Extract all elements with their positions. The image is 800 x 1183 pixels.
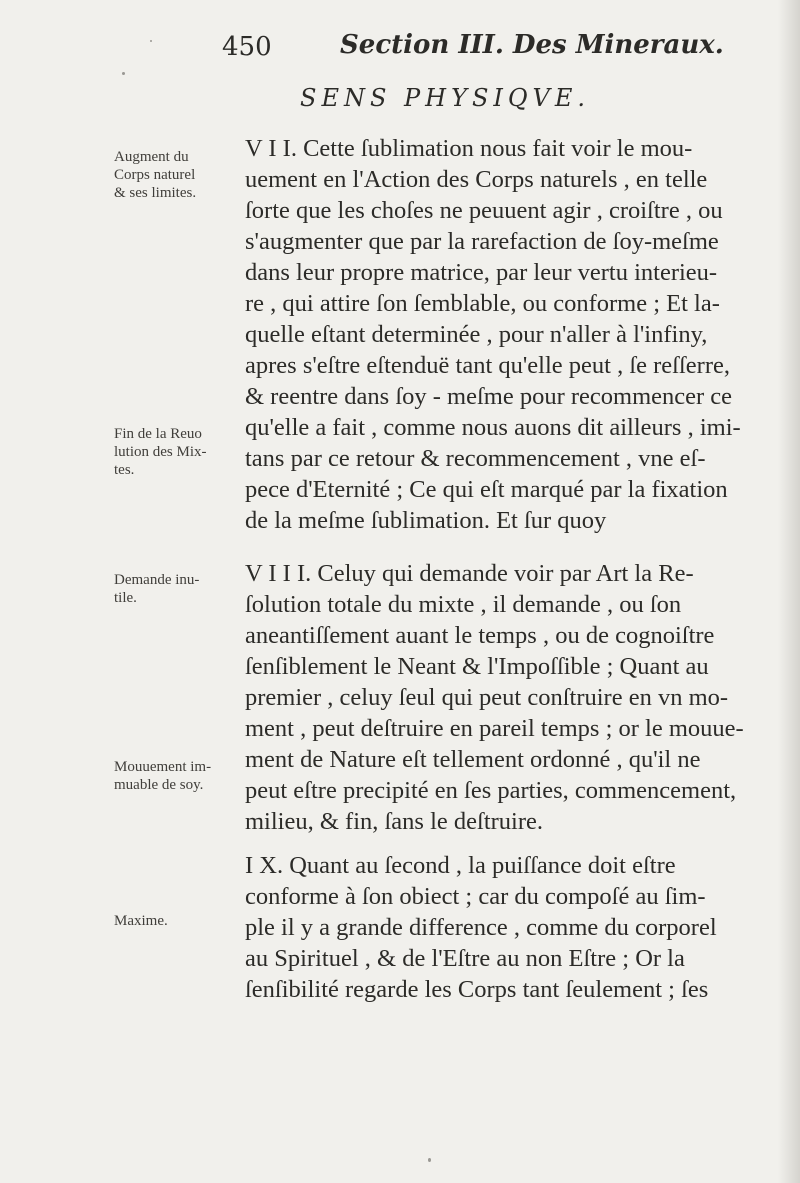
section-title: SENS PHYSIQVE. bbox=[300, 84, 591, 112]
text-line: ſenſibilité regarde les Corps tant ſeulement ; ſes bbox=[245, 976, 709, 1003]
text-line: uement en l'Action des Corps naturels , en telle bbox=[245, 166, 708, 193]
margin-note-line: & ses limites. bbox=[114, 185, 197, 201]
text-line: peut eſtre precipité en ſes parties, commencement, bbox=[245, 777, 737, 804]
margin-note bbox=[114, 571, 234, 607]
text-line: & reentre dans ſoy - meſme pour recommencer ce bbox=[245, 383, 733, 410]
running-head: Section III. Des Mineraux. bbox=[340, 30, 724, 60]
margin-note bbox=[114, 912, 234, 930]
margin-note-line: lution des Mix- bbox=[114, 444, 207, 460]
margin-note-line: tile. bbox=[114, 590, 137, 606]
margin-note-line: tes. bbox=[114, 462, 135, 478]
text-line: qu'elle a fait , comme nous auons dit ailleurs , imi- bbox=[245, 414, 741, 441]
text-line: dans leur propre matrice, par leur vertu interieu- bbox=[245, 259, 718, 286]
margin-note-line: Maxime. bbox=[114, 913, 168, 929]
margin-note bbox=[114, 758, 234, 794]
margin-note bbox=[114, 148, 234, 202]
margin-note bbox=[114, 425, 234, 479]
text-line: pece d'Eternité ; Ce qui eſt marqué par la fixation bbox=[245, 476, 728, 503]
margin-note-line: Augment du bbox=[114, 149, 189, 165]
text-line: ſolution totale du mixte , il demande , ou ſon bbox=[245, 591, 682, 618]
text-line: quelle eſtant determinée , pour n'aller à l'infiny, bbox=[245, 321, 708, 348]
margin-note-line: muable de soy. bbox=[114, 777, 204, 793]
page-header bbox=[0, 28, 800, 68]
text-line: ple il y a grande difference , comme du corporel bbox=[245, 914, 717, 941]
text-line: conforme à ſon obiect ; car du compoſé au ſim- bbox=[245, 883, 706, 910]
margin-note-line: Mouuement im- bbox=[114, 759, 212, 775]
text-line: premier , celuy ſeul qui peut conſtruire en vn mo- bbox=[245, 684, 729, 711]
margin-note-line: Fin de la Reuo bbox=[114, 426, 202, 442]
text-line: tans par ce retour & recommencement , vne eſ- bbox=[245, 445, 706, 472]
text-line: s'augmenter que par la rarefaction de ſoy-meſme bbox=[245, 228, 719, 255]
text-line: apres s'eſtre eſtenduë tant qu'elle peut , ſe reſſerre, bbox=[245, 352, 730, 379]
paper-speck bbox=[122, 72, 125, 75]
paper-speck bbox=[428, 1158, 431, 1162]
text-line: V I I. Cette ſublimation nous fait voir le mou- bbox=[245, 135, 693, 162]
text-line: ſorte que les choſes ne peuuent agir , croiſtre , ou bbox=[245, 197, 723, 224]
text-line: aneantiſſement auant le temps , ou de cognoiſtre bbox=[245, 622, 715, 649]
text-line: I X. Quant au ſecond , la puiſſance doit eſtre bbox=[245, 852, 676, 879]
text-line: ſenſiblement le Neant & l'Impoſſible ; Quant au bbox=[245, 653, 709, 680]
text-line: re , qui attire ſon ſemblable, ou conforme ; Et la- bbox=[245, 290, 720, 317]
text-line: V I I I. Celuy qui demande voir par Art la Re- bbox=[245, 560, 694, 587]
text-line: au Spirituel , & de l'Eſtre au non Eſtre ; Or la bbox=[245, 945, 685, 972]
margin-note-line: Demande inu- bbox=[114, 572, 200, 588]
page-number: 450 bbox=[222, 32, 272, 62]
text-line: ment , peut deſtruire en pareil temps ; or le mouue- bbox=[245, 715, 744, 742]
text-line: de la meſme ſublimation. Et ſur quoy bbox=[245, 507, 607, 534]
text-line: ment de Nature eſt tellement ordonné , qu'il ne bbox=[245, 746, 701, 773]
text-line: milieu, & fin, ſans le deſtruire. bbox=[245, 808, 544, 835]
margin-note-line: Corps naturel bbox=[114, 167, 196, 183]
